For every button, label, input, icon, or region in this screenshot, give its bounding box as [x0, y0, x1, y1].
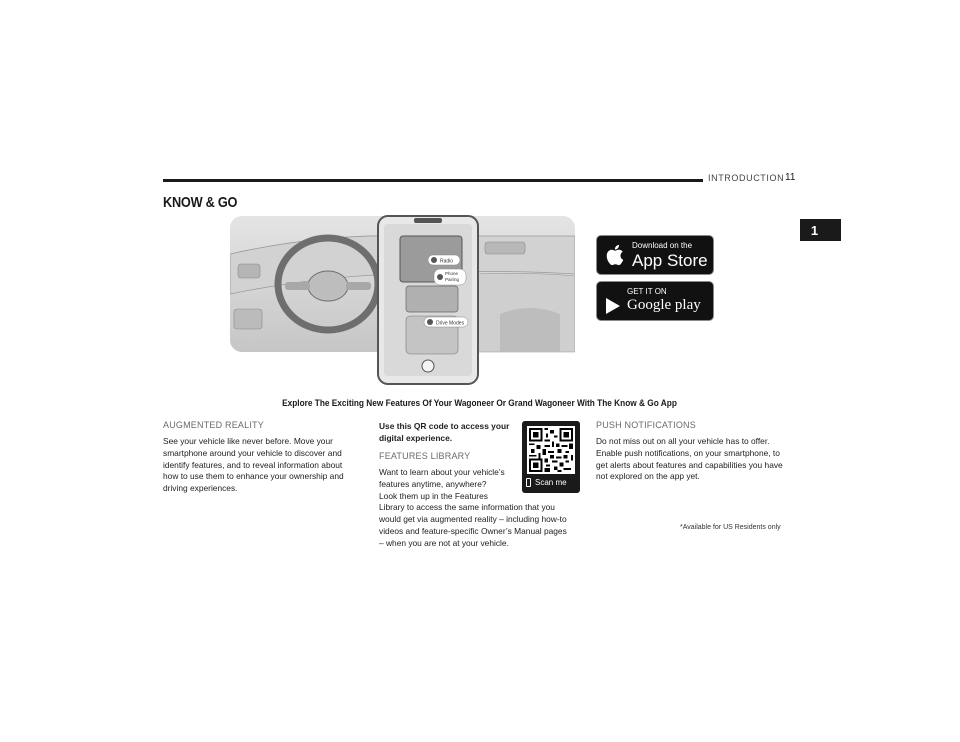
phone-notch [414, 218, 442, 223]
page-title: KNOW & GO [163, 194, 238, 211]
steering-spoke-left [285, 282, 310, 290]
callout-phone-label: Phone [445, 271, 459, 276]
steering-hub [308, 271, 348, 301]
ar-line: driving experiences. [163, 483, 238, 494]
app-store-small: Download on the [632, 241, 693, 250]
pn-line: get alerts about features and capabilities you have [596, 459, 783, 470]
fl-line: features anytime, anywhere? [379, 478, 487, 489]
qr-intro-line: digital experience. [379, 432, 453, 443]
scan-me-label: Scan me [535, 478, 567, 487]
pn-line: Do not miss out on all your vehicle has to offer. [596, 436, 770, 446]
fl-line: Library to access the same information that you [379, 502, 555, 513]
fl-line: would get via augmented reality – including how-to [379, 514, 567, 525]
scan-me [526, 478, 567, 487]
augmented-reality-heading: AUGMENTED REALITY [163, 420, 264, 430]
push-notifications-text [596, 436, 806, 483]
fl-line: Look them up in the Features [379, 490, 488, 501]
chapter-tab-label: 1 [810, 222, 819, 238]
qr-pattern [527, 426, 575, 474]
google-play-big: Google play [627, 297, 701, 313]
features-library-heading: FEATURES LIBRARY [379, 451, 471, 461]
climate-controls [406, 286, 458, 312]
pn-line: Enable push notifications, on your smartphone, to [596, 447, 780, 458]
fl-line: Want to learn about your vehicle’s [379, 467, 505, 477]
qr-intro-line: Use this QR code to access your [379, 421, 510, 431]
door-controls [234, 309, 262, 329]
ar-line: identify features, and to reveal information about [163, 459, 343, 470]
fl-line: – when you are not at your vehicle. [379, 537, 509, 548]
left-vent [238, 264, 260, 278]
ar-line: smartphone around your vehicle to discover and [163, 447, 342, 458]
callout-pairing-label: Pairing [445, 277, 460, 282]
chapter-tab [800, 219, 841, 241]
callout-phone-pairing [434, 269, 466, 285]
page-number: 11 [785, 172, 796, 183]
right-vent [485, 242, 525, 254]
callout-radio [428, 255, 460, 265]
google-play-button[interactable] [596, 281, 714, 321]
header-section: INTRODUCTION [708, 173, 785, 183]
ar-line: See your vehicle like never before. Move your [163, 436, 333, 446]
callout-drive-modes [424, 317, 468, 327]
seat [500, 308, 560, 352]
google-play-small: GET IT ON [627, 287, 667, 296]
dashboard-illustration [230, 214, 575, 386]
figure-caption: Explore The Exciting New Features Of Your Wagoneer Or Grand Wagoneer With The Know & Go App [282, 398, 677, 408]
qr-code [527, 426, 575, 474]
app-store-big: App Store [632, 251, 708, 270]
push-notifications-heading: PUSH NOTIFICATIONS [596, 420, 696, 430]
qr-intro [379, 421, 509, 445]
callout-radio-label: Radio [440, 258, 454, 265]
callout-drive-modes-label: Drive Modes [436, 320, 465, 327]
qr-code-card[interactable] [522, 421, 580, 493]
phone-home-button [422, 360, 434, 372]
availability-note: *Available for US Residents only [680, 524, 781, 531]
phone-icon [526, 478, 531, 487]
apple-icon [606, 243, 626, 267]
steering-spoke-right [346, 282, 371, 290]
google-play-icon [606, 298, 620, 314]
fl-line: videos and feature-specific Owner’s Manual pages [379, 525, 567, 536]
app-store-button[interactable] [596, 235, 714, 275]
augmented-reality-text [163, 436, 373, 495]
ar-line: how to use them to enhance your ownership and [163, 471, 344, 482]
header-rule [163, 179, 703, 182]
pn-line: not explored on the app yet. [596, 471, 700, 482]
